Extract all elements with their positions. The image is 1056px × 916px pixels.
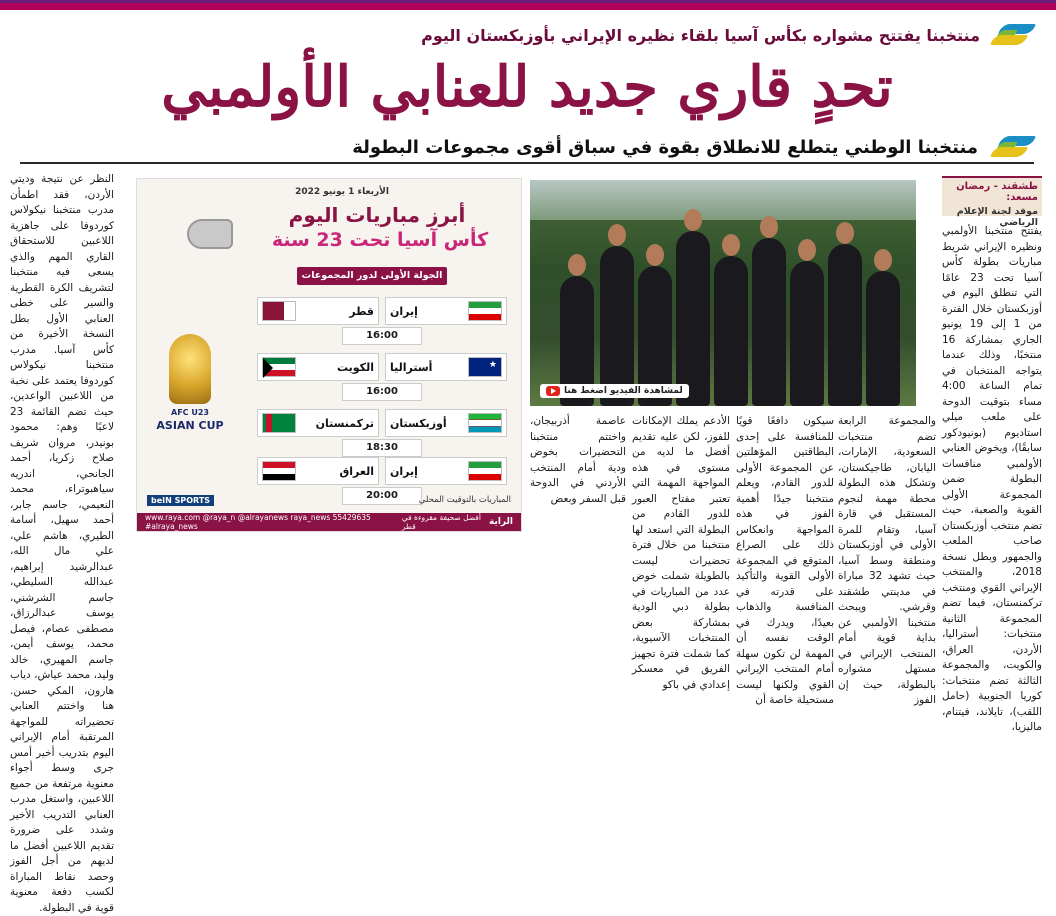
deck-text: منتخبنا الوطني يتطلع للانطلاق بقوة في سباق أقوى مجموعات البطولة [352,136,978,158]
player-figure [676,231,710,406]
article-column-1: يفتتح منتخبنا الأولمبي ونظيره الإيراني شريط مباريات بطولة كأس آسيا تحت 23 عامًا التي تنطلق اليوم في أوزبكستان خلال الفترة من 1 إلى 19 يونيو الجاري بمشاركة 16 منتخبًا، وذلك عندما يتواجه المنتخبان في تمام الساعة 4:00 مساء بتوقيت الدوحة على ملعب ميلي استاديوم (بونيودكور سابقًا)، ويخوض العنابي الأولمبي منافسات البطولة ضمن المجموعة الأولى القوية والصعبة، حيث تضم منتخب أوزبكستان صاحب الملعب والجمهور وبطل نسخة 2018، والمنتخب الإيراني القوي ومنتخب تركمنستان، فيما تضم المجموعة الثانية منتخبات: أستراليا، الأردن، العراق، والكويت، والمجموعة الثالثة تضم منتخبات: كوريا الجنوبية (حامل اللقب)، تايلاند، فيتنام، ماليزيا، [942,225,1042,733]
article-column-3: سيكون دافعًا قويًا للمنافسة على إحدى البطاقتين المؤهلتين عن المجموعة الأولى للدور القادم، ويعلم منتخبنا جيدًا أهمية الفوز في هذه المواجهة وانعكاس ذلك على الصراع المتوقع في المجموعة الأولى القوية والتأكيد على قدرته في المنافسة والذهاب بعيدًا، ويدرك في الوقت نفسه أن المهمة لن تكون سهلة أمام المنتخب الإيراني القوي ولكنها ليست مستحيلة خاصة أن [736,415,834,706]
away-team [257,353,379,381]
play-icon [546,386,560,396]
home-team [385,297,507,325]
iran-flag-icon [468,461,502,481]
article-column-5: عاصمة أذربيجان، واختتم منتخبنا التحضيرات بخوض ودية أمام المنتخب الأردني في الدوحة قبل السفر وبعض [530,415,626,505]
home-team [385,409,507,437]
iraq-flag-icon [262,461,296,481]
section-logo-icon [988,134,1034,160]
video-link-label: لمشاهدة الفيديو اضغط هنا [564,386,683,396]
brand-bar [137,513,521,531]
qatar-flag-icon [262,301,296,321]
australia-flag-icon [468,357,502,377]
away-team-name: العراق [339,464,374,478]
iran-flag-icon [468,301,502,321]
turkmenistan-flag-icon [262,413,296,433]
away-team [257,457,379,485]
match-time: 18:30 [342,439,422,457]
article-column-6: النظر عن نتيجة وديتي الأردن، فقد اطمأن مدرب منتخبنا نيكولاس كوردوفا على جاهزية اللاعبين للاستحقاق القاري المهم والذي يسعى فيه منتخبنا لتشريف الكرة القطرية والسير على خطى العنابي الأول بطل النسخة الأخيرة من كأس آسيا. مدرب منتخبنا نيكولاس كوردوفا يعتمد على نخبة من اللاعبين الواعدين، حيث تضم القائمة 23 لاعبًا وهم: محمود بونيدر، مروان شريف صلاح زكريا، أحمد الجانحي، اندريه سياهبوتراء، محمد النعيمي، جاسم جابر، أحمد سهيل، أسامة الطيري، هاشم علي، علي مال الله، عبدالرشيد إبراهيم، عبدالله السليطي، جاسم الشرشني، يوسف عبدالرزاق، مصطفى عصام، فيصل محمد، يوسف أيمن، جاسم المهيري، خالد وليد، محمد عياش، دياب هارون، المكي حسن. هنا واختتم العنابي تحضيراته للمواجهة المرتقبة أمام الإيراني اليوم بتدريب أخير أمس جرى وسط أجواء معنوية مرتفعة من جميع اللاعبين، واستغل مدرب العنابي التدريب الأخير وشدد على ضرورة تقديم اللاعبين أفضل ما لديهم من أجل الفوز وحصد نقاط المباراة لكسب دفعة معنوية قوية في البطولة. [10,173,114,914]
schedule-round: الجولة الأولى لدور المجموعات [297,267,447,285]
player-figure [866,271,900,406]
player-figure [600,246,634,406]
away-team-name: تركمنستان [315,416,374,430]
match-row [257,353,507,405]
deck-row [20,132,1034,164]
home-team [385,457,507,485]
match-time: 16:00 [342,383,422,401]
match-row [257,297,507,349]
top-accent-stripe [0,0,1056,3]
away-team-name: قطر [349,304,374,318]
player-figure [790,261,824,406]
byline-name: طشقند - رمضان مسعد: [956,181,1038,203]
trophy-icon [169,334,211,404]
schedule-footer [137,491,521,509]
brand-tagline: أفضل صحيفة مقروءة في قطر [401,513,481,531]
photo-sky [530,180,916,220]
brand-logo: الراية [489,517,513,527]
whistle-icon [187,219,233,249]
player-figure [828,244,862,406]
home-team-name: أستراليا [390,360,433,374]
social-handles: www.raya.com @raya_n @alrayanews raya_news 55429635 #alraya_news [145,513,371,531]
team-photo [530,180,916,406]
schedule-title: أبرز مباريات اليوم [288,203,466,227]
home-team-name: أوزبكستان [390,416,447,430]
uzbekistan-flag-icon [468,413,502,433]
match-time: 16:00 [342,327,422,345]
player-figure [752,238,786,406]
section-logo-icon [988,22,1034,48]
video-link-button[interactable] [540,384,689,398]
match-row [257,409,507,461]
byline-box [942,176,1042,228]
top-color-bar [0,0,1056,10]
home-team-name: إيران [390,464,418,478]
away-team-name: الكويت [337,360,374,374]
home-team-name: إيران [390,304,418,318]
player-figure [714,256,748,406]
cup-label-top: AFC U23 [171,408,209,417]
kicker-text: منتخبنا يفتتح مشواره بكأس آسيا بلقاء نظيره الإيراني بأوزبكستان اليوم [421,25,980,45]
kuwait-flag-icon [262,357,296,377]
schedule-footnote: المباريات بالتوقيت المحلي [418,495,511,505]
article-column-2: والمجموعة الرابعة تضم منتخبات السعودية، الإمارات، اليابان، طاجيكستان، وتشكل هذه البطولة محطة مهمة لنجوم المستقبل في قارة آسيا، وتقام للمرة الأولى في أوزبكستان ومنطقة وسط آسيا، حيث تشهد 32 مباراة في مدينتي طشقند وقرشي. ويبحث منتخبنا الأولمبي عن بداية قوية أمام المنتخب الإيراني في مستهل مشواره بالبطولة، حيث إن الفوز [838,415,936,706]
afc-cup-logo [155,334,225,454]
headline: تحدٍ قاري جديد للعنابي الأولمبي [161,54,893,120]
article-column-4: الأدعم يملك الإمكانات للفوز، لكن عليه تقديم أفضل ما لديه من مستوى في هذه المواجهة المهمة التي تعتبر مفتاح العبور للدور القادم من البطولة التي استعد لها منتخبنا من خلال فترة تحضيرات ليست بالطويلة شملت خوض عدد من المباريات في بطولة دبي الودية بمشاركة بعض المنتخبات الآسيوية، كما شملت فترة تجهيز الفريق في معسكر إعدادي في باكو [632,415,730,691]
match-time: 20:00 [342,487,422,505]
away-team [257,409,379,437]
kicker-row [421,22,1034,48]
byline-role: موفد لجنة الإعلام الرياضي [956,206,1038,228]
broadcaster-logo: beIN SPORTS [147,495,214,506]
match-schedule-graphic [136,178,522,532]
schedule-subtitle: كأس آسيا تحت 23 سنة [271,229,489,251]
home-team [385,353,507,381]
schedule-date: الأربعاء 1 يونيو 2022 [295,187,389,197]
cup-label-bottom: ASIAN CUP [156,419,224,432]
away-team [257,297,379,325]
